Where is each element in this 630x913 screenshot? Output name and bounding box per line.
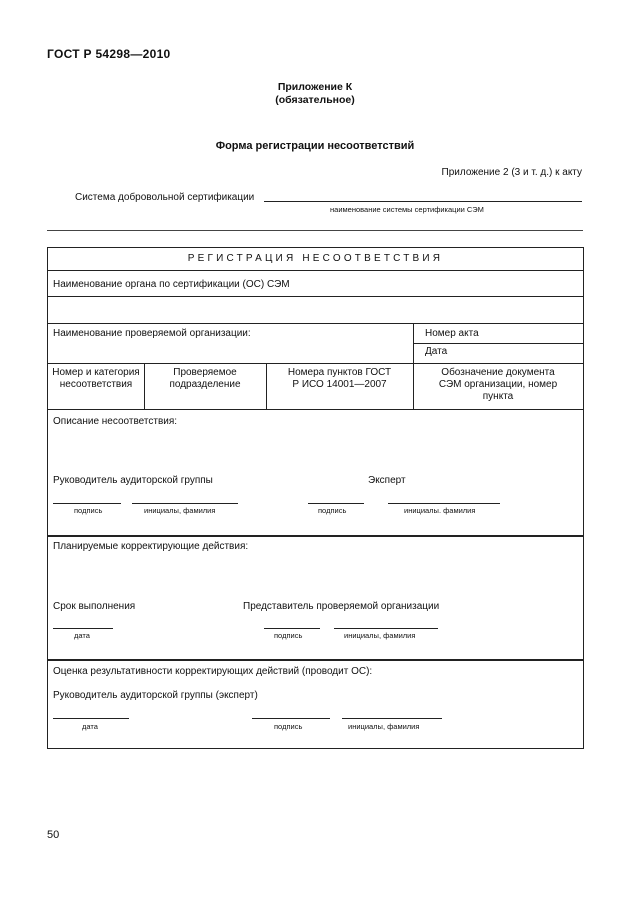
row-divider — [48, 409, 583, 410]
row-divider — [48, 363, 583, 364]
row-divider — [413, 343, 583, 344]
form-title: Форма регистрации несоответствий — [215, 140, 415, 152]
audited-org-label: Наименование проверяемой организации: — [53, 328, 251, 339]
appendix-title: Приложение К — [277, 81, 353, 93]
cert-body-label: Наименование органа по сертификации (ОС) СЭМ — [53, 279, 290, 290]
section-divider — [48, 659, 583, 661]
expert-name-field[interactable] — [388, 503, 500, 504]
caption-signature: подпись — [274, 722, 303, 731]
appendix-status: (обязательное) — [275, 94, 355, 106]
caption-signature: подпись — [74, 506, 103, 515]
caption-initials: инициалы. фамилия — [404, 506, 476, 515]
nonconformity-form — [47, 247, 584, 749]
act-number-label: Номер акта — [425, 328, 479, 339]
row-divider — [48, 323, 583, 324]
evaluation-leader-label: Руководитель аудиторской группы (эксперт) — [53, 690, 258, 701]
org-representative-label: Представитель проверяемой организации — [243, 601, 440, 612]
row-divider — [48, 296, 583, 297]
system-name-caption: наименование системы сертификации СЭМ — [330, 205, 484, 214]
section-divider — [48, 535, 583, 537]
evaluation-signature-field[interactable] — [252, 718, 330, 719]
system-label: Система добровольной сертификации — [75, 192, 255, 203]
page-number: 50 — [47, 829, 60, 841]
caption-initials: инициалы, фамилия — [344, 631, 416, 640]
deadline-label: Срок выполнения — [53, 601, 136, 612]
expert-label: Эксперт — [368, 475, 406, 486]
column-header-number: Номер и категория несоответствия — [52, 367, 140, 390]
representative-signature-field[interactable] — [264, 628, 320, 629]
representative-name-field[interactable] — [334, 628, 438, 629]
appendix-heading — [0, 81, 630, 107]
corrective-actions-label: Планируемые корректирующие действия: — [53, 541, 249, 552]
leader-signature-field[interactable] — [53, 503, 121, 504]
audit-leader-label: Руководитель аудиторской группы — [53, 475, 213, 486]
evaluation-label: Оценка результативности корректирующих действий (проводит ОС): — [53, 666, 373, 677]
annex-reference: Приложение 2 (3 и т. д.) к акту — [441, 167, 582, 178]
caption-initials: инициалы, фамилия — [348, 722, 420, 731]
caption-initials: инициалы, фамилия — [144, 506, 216, 515]
leader-name-field[interactable] — [132, 503, 238, 504]
caption-date: дата — [82, 722, 98, 731]
column-header-document: Обозначение документа СЭМ организации, номер пункта — [438, 367, 558, 402]
caption-signature: подпись — [274, 631, 303, 640]
form-box-title: РЕГИСТРАЦИЯ НЕСООТВЕТСТВИЯ — [187, 253, 444, 264]
deadline-date-field[interactable] — [53, 628, 113, 629]
description-label: Описание несоответствия: — [53, 416, 178, 427]
document-header: ГОСТ Р 54298—2010 — [47, 47, 171, 61]
separator-line — [47, 230, 583, 231]
expert-signature-field[interactable] — [308, 503, 364, 504]
column-header-clauses: Номера пунктов ГОСТ Р ИСО 14001—2007 — [287, 367, 392, 390]
row-divider — [48, 270, 583, 271]
system-name-field[interactable] — [264, 201, 582, 202]
evaluation-name-field[interactable] — [342, 718, 442, 719]
caption-signature: подпись — [318, 506, 347, 515]
column-header-department: Проверяемое подразделение — [169, 367, 241, 390]
caption-date: дата — [74, 631, 90, 640]
evaluation-date-field[interactable] — [53, 718, 129, 719]
date-label: Дата — [425, 346, 448, 357]
